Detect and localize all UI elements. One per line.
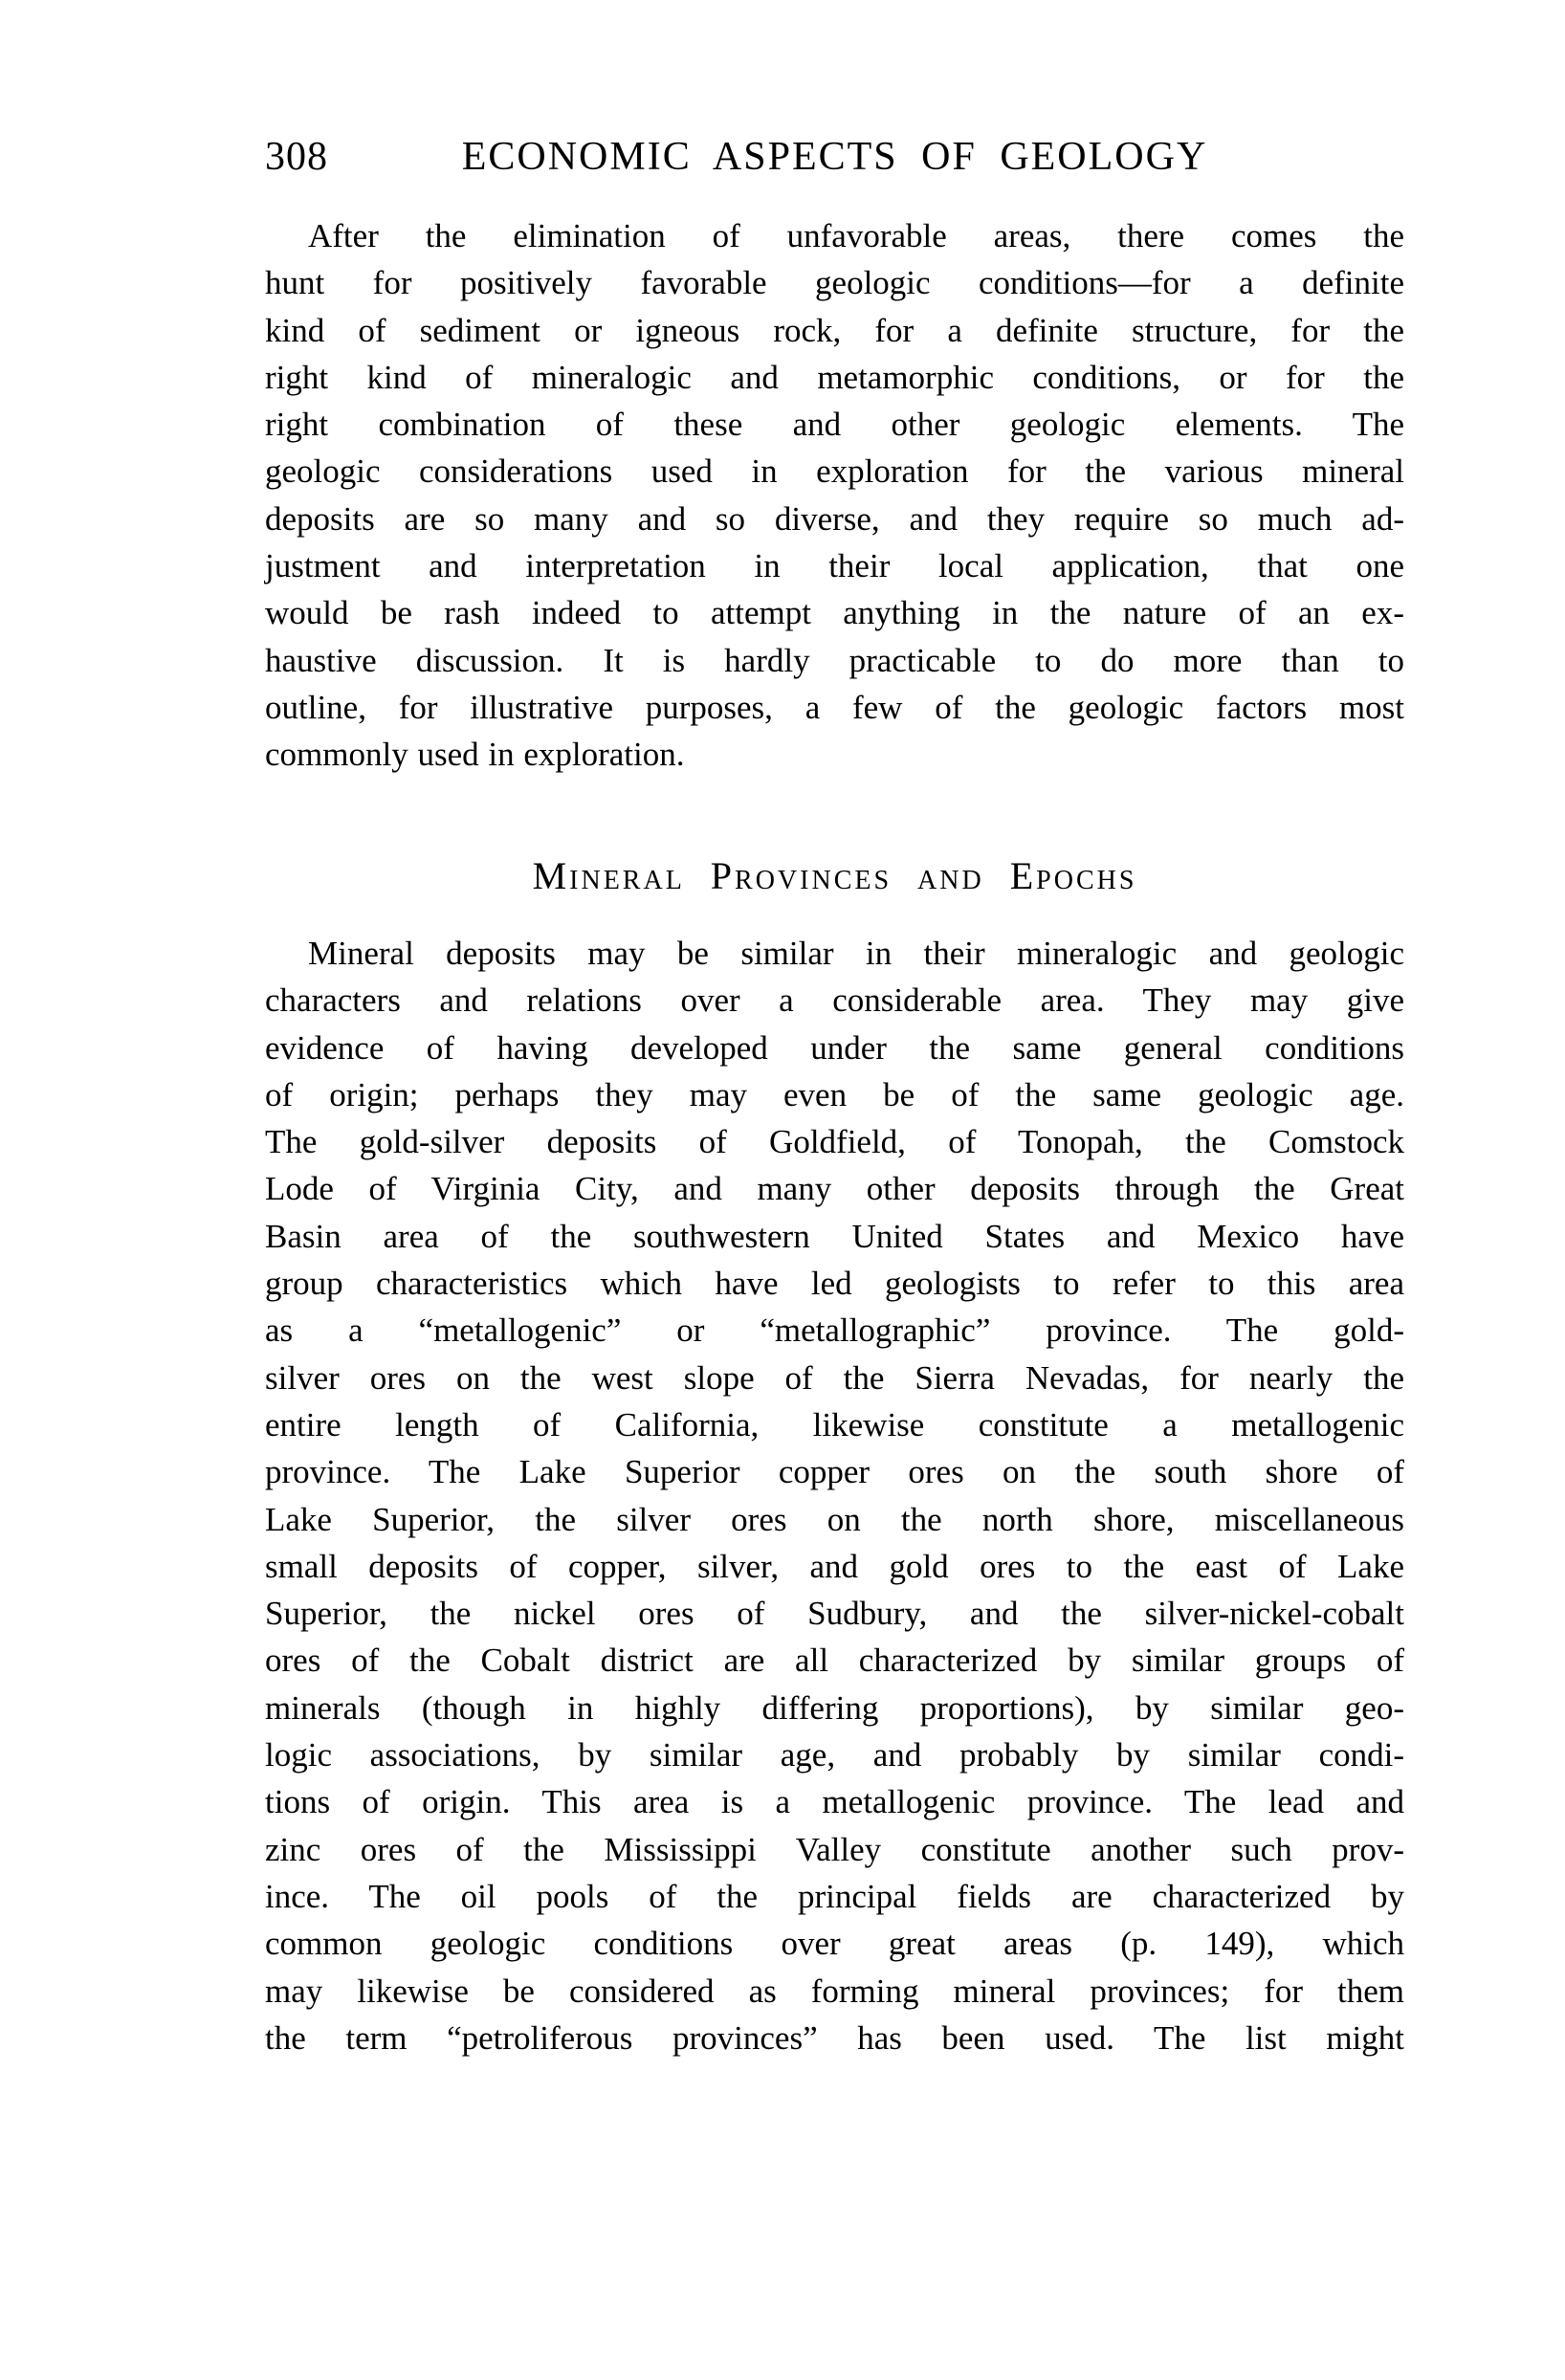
text-line: After the elimination of unfavorable areas, there comes the bbox=[308, 217, 1404, 254]
text-line: common geologic conditions over great areas (p. 149), which bbox=[265, 1925, 1404, 1963]
text-line: justment and interpretation in their local application, that one bbox=[265, 547, 1404, 585]
text-line: of origin; perhaps they may even be of the same geologic age. bbox=[265, 1075, 1404, 1113]
text-line: commonly used in exploration. bbox=[265, 736, 685, 774]
text-line: The gold-silver deposits of Goldfield, of Tonopah, the Comstock bbox=[265, 1123, 1404, 1161]
text-line: hunt for positively favorable geologic conditions—for a definite bbox=[265, 264, 1404, 302]
text-line: small deposits of copper, silver, and gold ores to the east of Lake bbox=[265, 1547, 1404, 1585]
text-line: entire length of California, likewise constitute a metallogenic bbox=[265, 1405, 1404, 1443]
text-line: characters and relations over a considerable area. They may give bbox=[265, 981, 1404, 1020]
text-line: Basin area of the southwestern United States and Mexico have bbox=[265, 1217, 1404, 1255]
text-line: right combination of these and other geologic elements. The bbox=[265, 406, 1404, 444]
text-line: kind of sediment or igneous rock, for a definite structure, for the bbox=[265, 311, 1404, 349]
text-line: silver ores on the west slope of the Sierra Nevadas, for nearly the bbox=[265, 1358, 1404, 1397]
text-line: ores of the Cobalt district are all characterized by similar groups of bbox=[265, 1642, 1404, 1680]
running-title: ECONOMIC ASPECTS OF GEOLOGY bbox=[461, 135, 1208, 179]
text-line: evidence of having developed under the same general conditions bbox=[265, 1028, 1404, 1067]
text-line: Lode of Virginia City, and many other deposits through the Great bbox=[265, 1170, 1404, 1208]
text-line: right kind of mineralogic and metamorphic conditions, or for the bbox=[265, 358, 1404, 396]
text-line: tions of origin. This area is a metallogenic province. The lead and bbox=[265, 1783, 1404, 1821]
text-line: group characteristics which have led geologists to refer to this area bbox=[265, 1265, 1404, 1303]
text-line: Mineral deposits may be similar in their mineralogic and geologic bbox=[308, 935, 1404, 972]
text-line: Superior, the nickel ores of Sudbury, and the silver-nickel-cobalt bbox=[265, 1595, 1404, 1633]
text-line: as a “metallogenic” or “metallographic” province. The gold- bbox=[265, 1311, 1404, 1350]
text-line: the term “petroliferous provinces” has been used. The list might bbox=[265, 2018, 1404, 2057]
section-heading: Mineral Provinces and Epochs bbox=[532, 854, 1137, 897]
text-line: geologic considerations used in exploration for the various mineral bbox=[265, 452, 1404, 491]
text-line: outline, for illustrative purposes, a few of the geologic factors most bbox=[265, 688, 1404, 726]
text-line: would be rash indeed to attempt anything in the nature of an ex- bbox=[265, 594, 1404, 632]
paragraph-mineral-provinces bbox=[265, 930, 1404, 2061]
text-line: province. The Lake Superior copper ores on the south shore of bbox=[265, 1453, 1404, 1491]
text-line: Lake Superior, the silver ores on the north shore, miscellaneous bbox=[265, 1500, 1404, 1538]
text-line: deposits are so many and so diverse, and they require so much ad- bbox=[265, 499, 1404, 538]
text-line: ince. The oil pools of the principal fields are characterized by bbox=[265, 1877, 1404, 1915]
page-header bbox=[265, 134, 1404, 180]
text-line: logic associations, by similar age, and probably by similar condi- bbox=[265, 1736, 1404, 1774]
text-line: haustive discussion. It is hardly practicable to do more than to bbox=[265, 641, 1404, 679]
text-line: minerals (though in highly differing proportions), by similar geo- bbox=[265, 1688, 1404, 1727]
page-number: 308 bbox=[265, 135, 328, 179]
text-line: zinc ores of the Mississippi Valley constitute another such prov- bbox=[265, 1830, 1404, 1868]
paragraph-intro bbox=[265, 212, 1404, 779]
text-line: may likewise be considered as forming mineral provinces; for them bbox=[265, 1972, 1404, 2010]
